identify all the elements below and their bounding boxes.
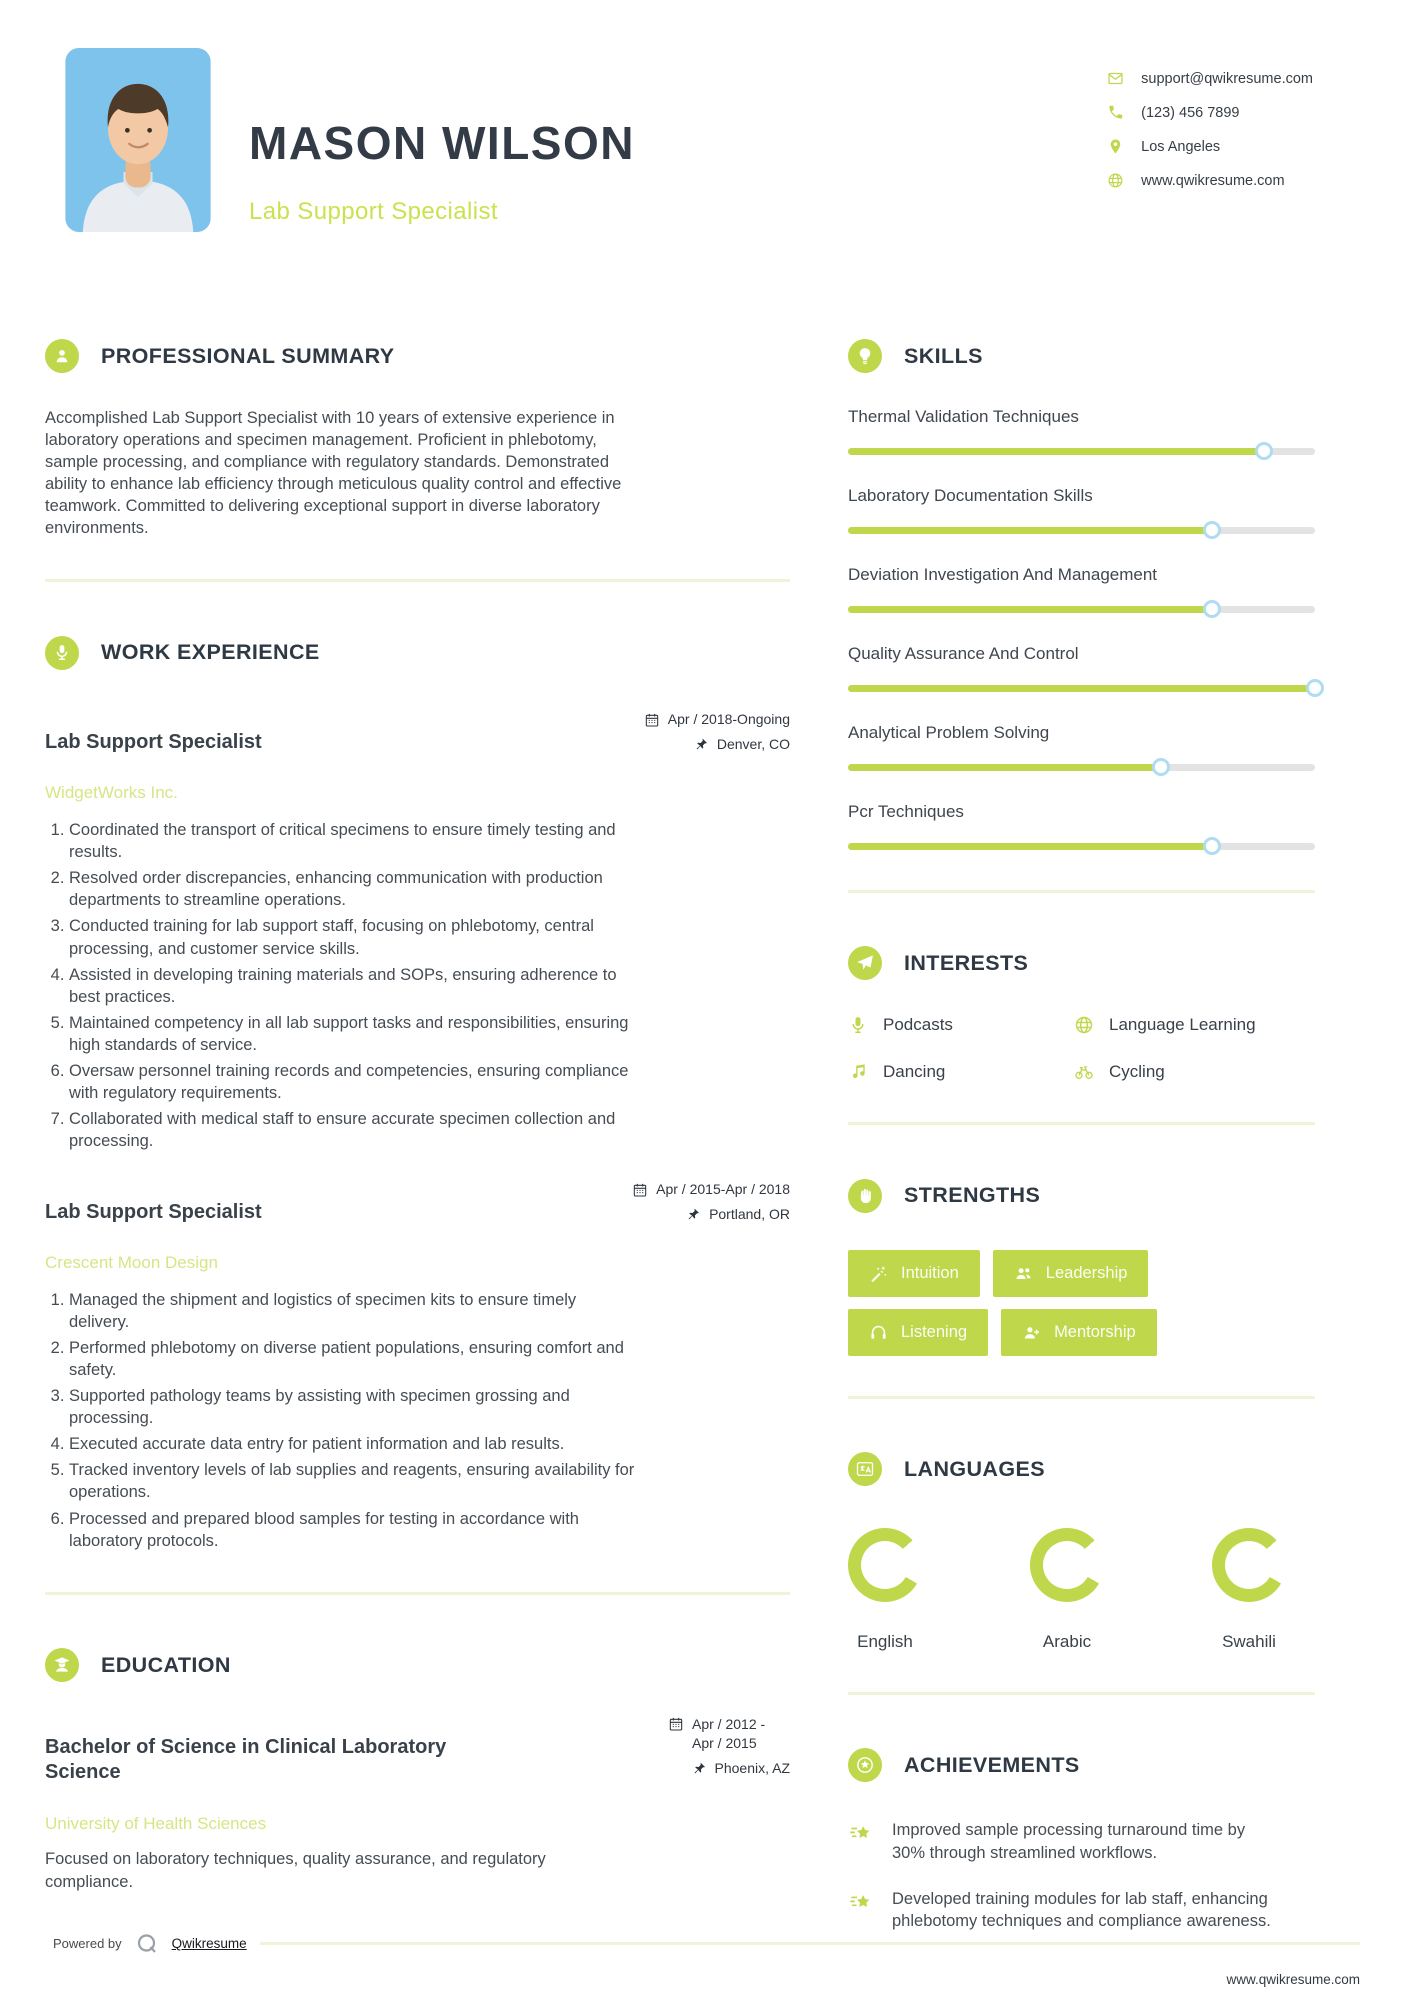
phone-icon bbox=[1107, 104, 1124, 121]
skills-heading: SKILLS bbox=[904, 343, 983, 368]
job-location: Portland, OR bbox=[709, 1205, 790, 1222]
contact-text: support@qwikresume.com bbox=[1141, 70, 1313, 87]
skill-slider-fill bbox=[848, 764, 1161, 771]
user-icon bbox=[45, 339, 79, 373]
interests-heading: INTERESTS bbox=[904, 950, 1029, 975]
language-list bbox=[848, 1528, 1286, 1652]
globe-icon bbox=[1107, 172, 1124, 189]
skill-slider-handle[interactable] bbox=[1203, 521, 1221, 539]
microphone-icon bbox=[848, 1015, 868, 1035]
skill-slider[interactable] bbox=[848, 527, 1315, 534]
achievement-item bbox=[848, 1819, 1315, 1863]
paper-plane-icon bbox=[848, 946, 882, 980]
job-bullet: 1. Managed the shipment and logistics of specimen kits to ensure timely delivery. bbox=[69, 1289, 637, 1333]
experience-heading: WORK EXPERIENCE bbox=[101, 640, 320, 665]
job-bullet: 5. Maintained competency in all lab support tasks and responsibilities, ensuring high standards of service. bbox=[69, 1012, 637, 1056]
strengths-header bbox=[848, 1165, 1315, 1226]
languages-section bbox=[848, 1439, 1315, 1652]
translate-icon bbox=[848, 1452, 882, 1486]
fist-icon bbox=[848, 1179, 882, 1213]
achievements-heading: ACHIEVEMENTS bbox=[904, 1752, 1080, 1777]
skill-slider-fill bbox=[848, 527, 1212, 534]
interest-label: Language Learning bbox=[1109, 1015, 1256, 1035]
globe-icon bbox=[1074, 1015, 1094, 1035]
job-date-row bbox=[644, 711, 790, 728]
achievements-header bbox=[848, 1735, 1315, 1796]
language-item bbox=[1030, 1528, 1104, 1652]
q-logo-icon bbox=[135, 1932, 159, 1956]
education-meta bbox=[668, 1715, 790, 1776]
interest-item bbox=[848, 1062, 1074, 1082]
interest-item bbox=[1074, 1015, 1315, 1035]
footer-row bbox=[53, 1932, 1360, 1956]
skill-name: Quality Assurance And Control bbox=[848, 643, 1079, 663]
job-bullet: 6. Oversaw personnel training records and competencies, ensuring compliance with regulatory requirements. bbox=[69, 1060, 637, 1104]
skill-slider-handle[interactable] bbox=[1255, 442, 1273, 460]
strength-label: Listening bbox=[901, 1323, 968, 1342]
skill-list bbox=[848, 407, 1315, 850]
contact-row bbox=[1107, 172, 1313, 189]
job-bullet: 2. Performed phlebotomy on diverse patient populations, ensuring comfort and safety. bbox=[69, 1337, 637, 1381]
job-bullet: 1. Coordinated the transport of critical specimens to ensure timely testing and results. bbox=[69, 819, 637, 863]
job-date: Apr / 2015-Apr / 2018 bbox=[656, 1180, 790, 1197]
achievement-text: Developed training modules for lab staff, enhancing phlebotomy techniques and compliance awareness. bbox=[892, 1889, 1271, 1930]
education-heading: EDUCATION bbox=[101, 1652, 231, 1677]
skill-slider-fill bbox=[848, 606, 1212, 613]
job-header bbox=[45, 711, 790, 774]
job-bullet: 3. Supported pathology teams by assisting with specimen grossing and processing. bbox=[69, 1385, 637, 1429]
job-bullet: 6. Processed and prepared blood samples for testing in accordance with laboratory protocols. bbox=[69, 1508, 637, 1552]
summary-header bbox=[45, 326, 790, 387]
section-divider bbox=[848, 890, 1315, 893]
interest-label: Dancing bbox=[883, 1062, 946, 1082]
school-name: University of Health Sciences bbox=[45, 1814, 267, 1834]
podium-icon bbox=[45, 636, 79, 670]
strength-label: Mentorship bbox=[1054, 1323, 1136, 1342]
powered-by-label: Powered by bbox=[53, 1936, 122, 1952]
job-bullet: 5. Tracked inventory levels of lab supplies and reagents, ensuring availability for operations. bbox=[69, 1459, 637, 1503]
interest-item bbox=[1074, 1062, 1315, 1082]
pushpin-icon bbox=[693, 737, 709, 753]
person-name: MASON WILSON bbox=[249, 116, 635, 169]
section-divider bbox=[45, 1592, 790, 1595]
job-header bbox=[45, 1181, 790, 1244]
summary-heading: PROFESSIONAL SUMMARY bbox=[101, 343, 395, 368]
languages-heading: LANGUAGES bbox=[904, 1456, 1045, 1481]
interests-section bbox=[848, 933, 1315, 1083]
education-header bbox=[45, 1635, 790, 1696]
skill-slider[interactable] bbox=[848, 606, 1315, 613]
job-list bbox=[45, 711, 790, 1552]
job-date-row bbox=[632, 1181, 790, 1198]
section-divider bbox=[45, 579, 790, 582]
shooting-star-icon bbox=[848, 1820, 875, 1847]
education-title-row bbox=[45, 1715, 790, 1805]
language-name: Arabic bbox=[1042, 1631, 1092, 1651]
contact-row bbox=[1107, 104, 1313, 121]
achievement-text: Improved sample processing turnaround time by 30% through streamlined workflows. bbox=[892, 1821, 1246, 1862]
languages-header bbox=[848, 1439, 1315, 1500]
footer-website-link[interactable]: www.qwikresume.com bbox=[1226, 1971, 1360, 1987]
strength-badge bbox=[1001, 1309, 1157, 1356]
job-bullet: 4. Assisted in developing training materials and SOPs, ensuring adherence to best practices. bbox=[69, 964, 637, 1008]
interests-header bbox=[848, 933, 1315, 994]
mail-icon bbox=[1107, 70, 1124, 87]
job-location-row bbox=[693, 736, 790, 753]
language-progress-ring bbox=[1030, 1528, 1104, 1602]
skill-slider[interactable] bbox=[848, 448, 1315, 455]
shooting-star-icon bbox=[848, 1889, 875, 1916]
person-title: Lab Support Specialist bbox=[249, 197, 498, 225]
skills-header bbox=[848, 326, 1315, 387]
interest-label: Podcasts bbox=[883, 1015, 953, 1035]
music-note-icon bbox=[848, 1062, 868, 1082]
experience-header bbox=[45, 622, 790, 683]
users-icon bbox=[1014, 1264, 1033, 1283]
skill-slider-handle[interactable] bbox=[1152, 758, 1170, 776]
skill-item bbox=[848, 644, 1315, 692]
magic-wand-icon bbox=[869, 1264, 888, 1283]
interest-list bbox=[848, 1015, 1315, 1082]
strength-label: Leadership bbox=[1045, 1264, 1128, 1283]
footer bbox=[0, 1932, 1407, 1990]
language-name: English bbox=[857, 1631, 913, 1651]
medal-icon bbox=[848, 1748, 882, 1782]
pushpin-icon bbox=[691, 1761, 707, 1777]
job-bullet-list bbox=[45, 819, 637, 1153]
skill-slider-fill bbox=[848, 843, 1212, 850]
calendar-icon bbox=[644, 712, 660, 728]
job-location-row bbox=[685, 1206, 790, 1223]
job-title: Lab Support Specialist bbox=[45, 731, 262, 754]
skill-slider-handle[interactable] bbox=[1306, 679, 1324, 697]
brand-link[interactable]: Qwikresume bbox=[171, 1936, 247, 1952]
header bbox=[0, 0, 1407, 232]
achievement-list bbox=[848, 1819, 1315, 1931]
skill-slider-fill bbox=[848, 448, 1264, 455]
strength-label: Intuition bbox=[901, 1264, 959, 1283]
contact-row bbox=[1107, 70, 1313, 87]
job-entry bbox=[45, 711, 790, 1153]
skill-slider-handle[interactable] bbox=[1203, 837, 1221, 855]
strength-badge bbox=[848, 1250, 980, 1297]
job-entry bbox=[45, 1181, 790, 1552]
company-name: WidgetWorks Inc. bbox=[45, 783, 178, 803]
headphones-icon bbox=[869, 1323, 888, 1342]
strengths-heading: STRENGTHS bbox=[904, 1183, 1041, 1208]
achievement-item bbox=[848, 1888, 1315, 1932]
bicycle-icon bbox=[1074, 1062, 1094, 1082]
contact-text: Los Angeles bbox=[1141, 138, 1221, 155]
summary-text: Accomplished Lab Support Specialist with 10 years of extensive experience in laboratory operations and specimen management. Proficient in phlebotomy, sample processing, and compliance with regulatory standards. Demonstrated ability to enhance lab efficiency through meticulous quality control and effective teamwork. Committed to delivering exceptional support in diverse laboratory environments. bbox=[45, 408, 622, 538]
education-date-row bbox=[668, 1715, 790, 1751]
resume-body bbox=[0, 326, 1407, 1932]
job-bullet: 3. Conducted training for lab support staff, focusing on phlebotomy, central processing, and customer service skills. bbox=[69, 915, 637, 959]
job-meta bbox=[644, 711, 790, 753]
map-pin-icon bbox=[1107, 138, 1124, 155]
contact-list bbox=[1067, 64, 1313, 216]
skill-name: Deviation Investigation And Management bbox=[848, 564, 1158, 584]
language-name: Swahili bbox=[1222, 1631, 1276, 1651]
language-item bbox=[1212, 1528, 1286, 1652]
section-divider bbox=[848, 1396, 1315, 1399]
contact-row bbox=[1107, 138, 1313, 155]
calendar-icon bbox=[668, 1716, 684, 1732]
skill-slider[interactable] bbox=[848, 843, 1315, 850]
achievements-section bbox=[848, 1735, 1315, 1932]
education-location-row bbox=[691, 1760, 791, 1777]
education-location: Phoenix, AZ bbox=[714, 1759, 790, 1776]
education-date: Apr / 2012 - Apr / 2015 bbox=[692, 1716, 766, 1751]
skill-slider[interactable] bbox=[848, 685, 1315, 692]
skill-item bbox=[848, 486, 1315, 534]
skill-name: Pcr Techniques bbox=[848, 801, 964, 821]
strength-badge bbox=[848, 1309, 988, 1356]
summary-section bbox=[45, 326, 790, 539]
job-bullet-list bbox=[45, 1289, 637, 1552]
interest-label: Cycling bbox=[1109, 1062, 1165, 1082]
pushpin-icon bbox=[685, 1207, 701, 1223]
skill-item bbox=[848, 565, 1315, 613]
skills-section bbox=[848, 326, 1315, 850]
right-column bbox=[848, 326, 1360, 1932]
job-bullet: 2. Resolved order discrepancies, enhancing communication with production departments to streamline operations. bbox=[69, 867, 637, 911]
company-name: Crescent Moon Design bbox=[45, 1252, 218, 1272]
degree-title: Bachelor of Science in Clinical Laboratory Science bbox=[45, 1736, 447, 1784]
strengths-section bbox=[848, 1165, 1315, 1356]
contact-text: (123) 456 7899 bbox=[1141, 104, 1240, 121]
language-progress-ring bbox=[848, 1528, 922, 1602]
interest-item bbox=[848, 1015, 1074, 1035]
job-title: Lab Support Specialist bbox=[45, 1200, 262, 1223]
strength-badge bbox=[993, 1250, 1149, 1297]
calendar-icon bbox=[632, 1182, 648, 1198]
section-divider bbox=[848, 1122, 1315, 1125]
skill-name: Thermal Validation Techniques bbox=[848, 406, 1079, 426]
user-plus-icon bbox=[1022, 1323, 1041, 1342]
skill-slider-handle[interactable] bbox=[1203, 600, 1221, 618]
identity-block bbox=[249, 48, 635, 232]
strength-badge-list bbox=[848, 1250, 1220, 1356]
job-bullet: 4. Executed accurate data entry for patient information and lab results. bbox=[69, 1433, 637, 1455]
profile-photo bbox=[65, 48, 211, 232]
avatar-illustration bbox=[65, 48, 211, 232]
experience-section bbox=[45, 622, 790, 1551]
job-location: Denver, CO bbox=[716, 736, 790, 753]
skill-slider-fill bbox=[848, 685, 1315, 692]
contact-text: www.qwikresume.com bbox=[1141, 172, 1285, 189]
section-divider bbox=[848, 1692, 1315, 1695]
skill-name: Analytical Problem Solving bbox=[848, 722, 1050, 742]
language-item bbox=[848, 1528, 922, 1652]
skill-item bbox=[848, 407, 1315, 455]
education-section bbox=[45, 1635, 790, 1893]
job-date: Apr / 2018-Ongoing bbox=[667, 711, 790, 728]
skill-item bbox=[848, 723, 1315, 771]
education-description: Focused on laboratory techniques, quality assurance, and regulatory compliance. bbox=[45, 1850, 546, 1891]
left-column bbox=[45, 326, 790, 1932]
bulb-icon bbox=[848, 339, 882, 373]
language-progress-ring bbox=[1212, 1528, 1286, 1602]
skill-item bbox=[848, 802, 1315, 850]
skill-slider[interactable] bbox=[848, 764, 1315, 771]
skill-name: Laboratory Documentation Skills bbox=[848, 485, 1093, 505]
graduate-icon bbox=[45, 1648, 79, 1682]
job-meta bbox=[632, 1181, 790, 1223]
footer-divider bbox=[260, 1942, 1360, 1945]
job-bullet: 7. Collaborated with medical staff to ensure accurate specimen collection and processing. bbox=[69, 1108, 637, 1152]
